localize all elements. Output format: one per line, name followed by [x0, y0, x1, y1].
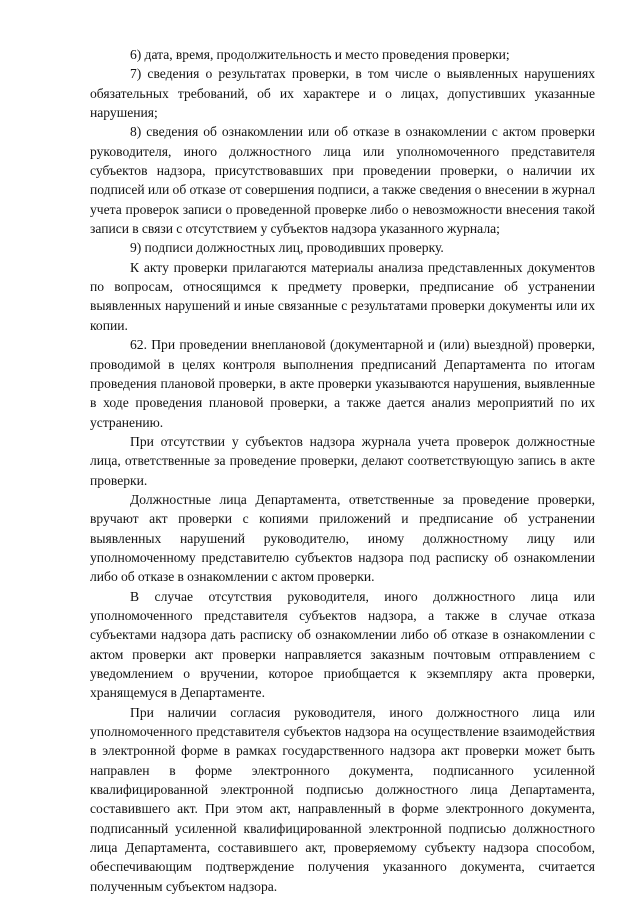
paragraph-item-7: 7) сведения о результатах проверки, в том числе о выявленных нарушениях обязательных требований, об их характере и о лицах, допустивших указанные нарушения; [90, 66, 595, 121]
paragraph-item-6: 6) дата, время, продолжительность и место проведения проверки; [130, 47, 510, 62]
paragraph-mail-delivery: В случае отсутствия руководителя, иного должностного лица или уполномоченного представителя субъектов надзора, а также в случае отказа субъектами надзора дать расписку об ознакомлении либо об отказе в ознакомлении с актом проверки акт проверки направляется заказным почтовым отправлением с уведомлением о вручении, которое приобщается к экземпляру акта проверки, хранящемуся в Департаменте. [90, 588, 595, 701]
paragraph-attachments: К акту проверки прилагаются материалы анализа представленных документов по вопросам, относящимся к предмету проверки, предписание об устранении выявленных нарушений и иные связанные с результатами проверки документы или их копии. [90, 259, 595, 333]
paragraph-item-8: 8) сведения об ознакомлении или об отказе в ознакомлении с актом проверки руководителя, иного должностного лица или уполномоченного представителя субъектов надзора, присутствовавших при проведении проверки, о наличии их подписей или об отказе от совершения подписи, а также сведения о внесении в журнал учета проверок записи о проведенной проверке либо о невозможности внесения такой записи в связи с отсутствием у субъектов надзора указанного журнала; [90, 124, 595, 237]
paragraph-delivery: Должностные лица Департамента, ответственные за проведение проверки, вручают акт проверки с копиями приложений и предписание об устранении выявленных нарушений руководителю, иному должностному лицу или уполномоченному представителю субъектов надзора под расписку об ознакомлении либо об отказе в ознакомлении с актом проверки. [90, 491, 595, 585]
document-body [90, 45, 595, 896]
paragraph-no-journal: При отсутствии у субъектов надзора журнала учета проверок должностные лица, ответственные за проведение проверки, делают соответствующую запись в акте проверки. [90, 433, 595, 488]
paragraph-electronic-delivery: При наличии согласия руководителя, иного должностного лица или уполномоченного представителя субъектов надзора на осуществление взаимодействия в электронной форме в рамках государственного надзора акт проверки может быть направлен в форме электронного документа, подписанного усиленной квалифицированной электронной подписью должностного лица Департамента, составившего акт. При этом акт, направленный в форме электронного документа, подписанный усиленной квалифицированной электронной подписью должностного лица Департамента, составившего акт, проверяемому субъекту надзора способом, обеспечивающим подтверждение получения указанного документа, считается полученным субъектом надзора. [90, 704, 595, 894]
paragraph-62: 62. При проведении внеплановой (документарной и (или) выездной) проверки, проводимой в целях контроля выполнения предписаний Департамента по итогам проведения плановой проверки, в акте проверки указываются нарушения, выявленные в ходе проведения плановой проверки, а также дается анализ мероприятий по их устранению. [90, 337, 595, 430]
paragraph-item-9: 9) подписи должностных лиц, проводивших проверку. [130, 240, 444, 256]
